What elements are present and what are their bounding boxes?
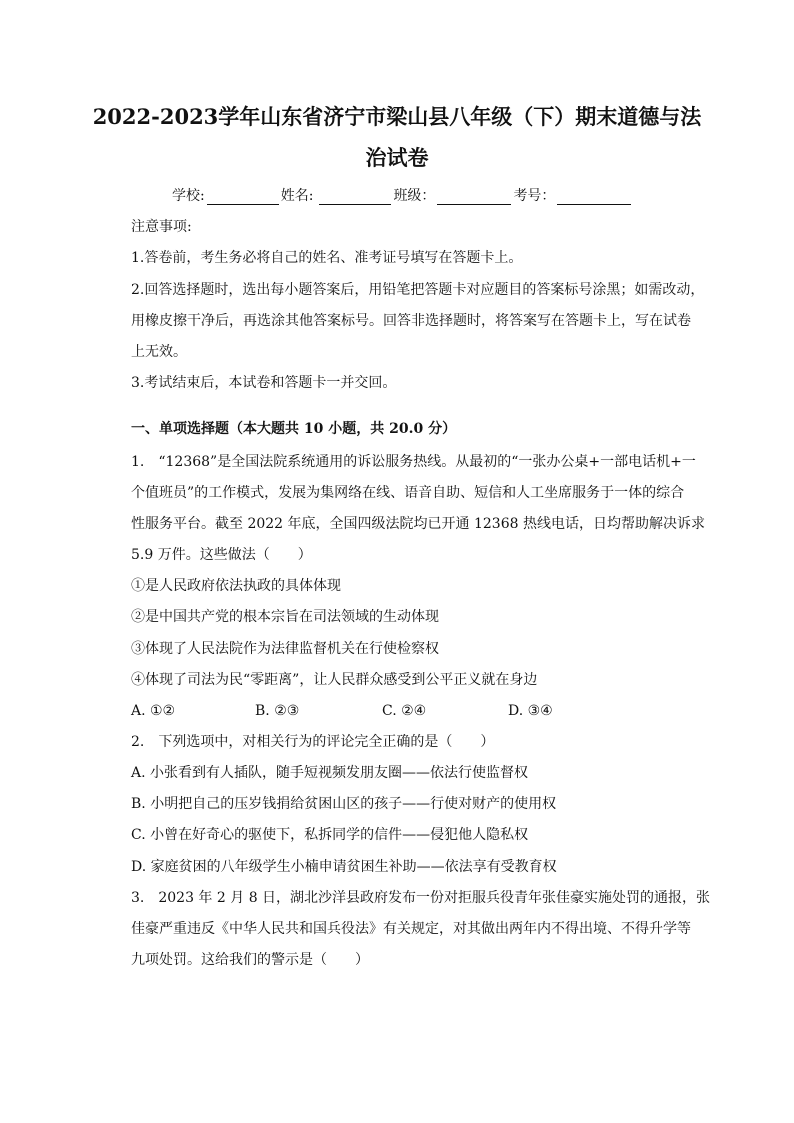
option-a[interactable]: A. ①② xyxy=(131,703,176,719)
class-label: 班级： xyxy=(393,188,436,204)
exam-title-line-1: 2022-2023学年山东省济宁市梁山县八年级（下）期末道德与法 xyxy=(92,104,702,129)
option-c[interactable]: C. 小曾在好奇心的驱使下，私拆同学的信件——侵犯他人隐私权 xyxy=(131,827,529,843)
note-line: 2.回答选择题时，选出每小题答案后，用铅笔把答题卡对应题目的答案标号涂黑；如需改动， xyxy=(131,282,705,298)
option-d[interactable]: D. 家庭贫困的八年级学生小楠申请贫困生补助——依法享有受教育权 xyxy=(131,859,557,875)
question-1-statement: ②是中国共产党的根本宗旨在司法领域的生动体现 xyxy=(131,609,439,625)
question-1-statement: ③体现了人民法院作为法律监督机关在行使检察权 xyxy=(131,641,439,657)
name-label: 姓名: xyxy=(280,188,314,204)
notes-heading: 注意事项: xyxy=(131,219,192,235)
exam-title-line-2: 治试卷 xyxy=(365,145,429,170)
note-line: 用橡皮擦干净后，再选涂其他答案标号。回答非选择题时，将答案写在答题卡上，写在试卷 xyxy=(131,313,691,329)
question-2-text: 2. 下列选项中，对相关行为的评论完全正确的是（ ） xyxy=(131,734,495,750)
question-1-statement: ④体现了司法为民“零距离”，让人民群众感受到公平正义就在身边 xyxy=(131,672,538,688)
note-line: 3.考试结束后，本试卷和答题卡一并交回。 xyxy=(131,375,397,391)
option-c[interactable]: C. ②④ xyxy=(382,703,427,719)
question-1-text: 5.9 万件。这些做法（ ） xyxy=(131,547,312,563)
option-b[interactable]: B. 小明把自己的压岁钱捐给贫困山区的孩子——行使对财产的使用权 xyxy=(131,796,557,812)
question-3-text: 九项处罚。这给我们的警示是（ ） xyxy=(131,952,369,968)
question-3-text: 3. 2023 年 2 月 8 日，湖北沙洋县政府发布一份对拒服兵役青年张佳豪实施处罚的通报，张 xyxy=(131,890,711,906)
class-blank[interactable] xyxy=(437,190,511,205)
school-blank[interactable] xyxy=(207,190,279,205)
name-blank[interactable] xyxy=(319,190,391,205)
school-label: 学校: xyxy=(172,188,205,204)
exam-number-blank[interactable] xyxy=(557,190,631,205)
student-info-row xyxy=(172,187,633,205)
section-heading: 一、单项选择题（本大题共 10 小题，共 20.0 分） xyxy=(131,421,457,437)
question-1-text: 性服务平台。截至 2022 年底，全国四级法院均已开通 12368 热线电话，日均帮助解决诉求 xyxy=(131,516,705,532)
note-line: 1.答卷前，考生务必将自己的姓名、准考证号填写在答题卡上。 xyxy=(131,250,523,266)
question-1-text: 个值班员”的工作模式，发展为集网络在线、语音自助、短信和人工坐席服务于一体的综合 xyxy=(131,485,685,501)
exam-number-label: 考号： xyxy=(513,188,556,204)
option-b[interactable]: B. ②③ xyxy=(255,703,300,719)
option-d[interactable]: D. ③④ xyxy=(508,703,553,719)
question-1-text: 1. “12368”是全国法院系统通用的诉讼服务热线。从最初的“一张办公桌+一部电话机+一 xyxy=(131,454,696,470)
question-3-text: 佳豪严重违反《中华人民共和国兵役法》有关规定，对其做出两年内不得出境、不得升学等 xyxy=(131,921,691,937)
option-a[interactable]: A. 小张看到有人插队，随手短视频发朋友圈——依法行使监督权 xyxy=(131,765,529,781)
note-line: 上无效。 xyxy=(131,344,187,360)
question-1-statement: ①是人民政府依法执政的具体体现 xyxy=(131,578,341,594)
